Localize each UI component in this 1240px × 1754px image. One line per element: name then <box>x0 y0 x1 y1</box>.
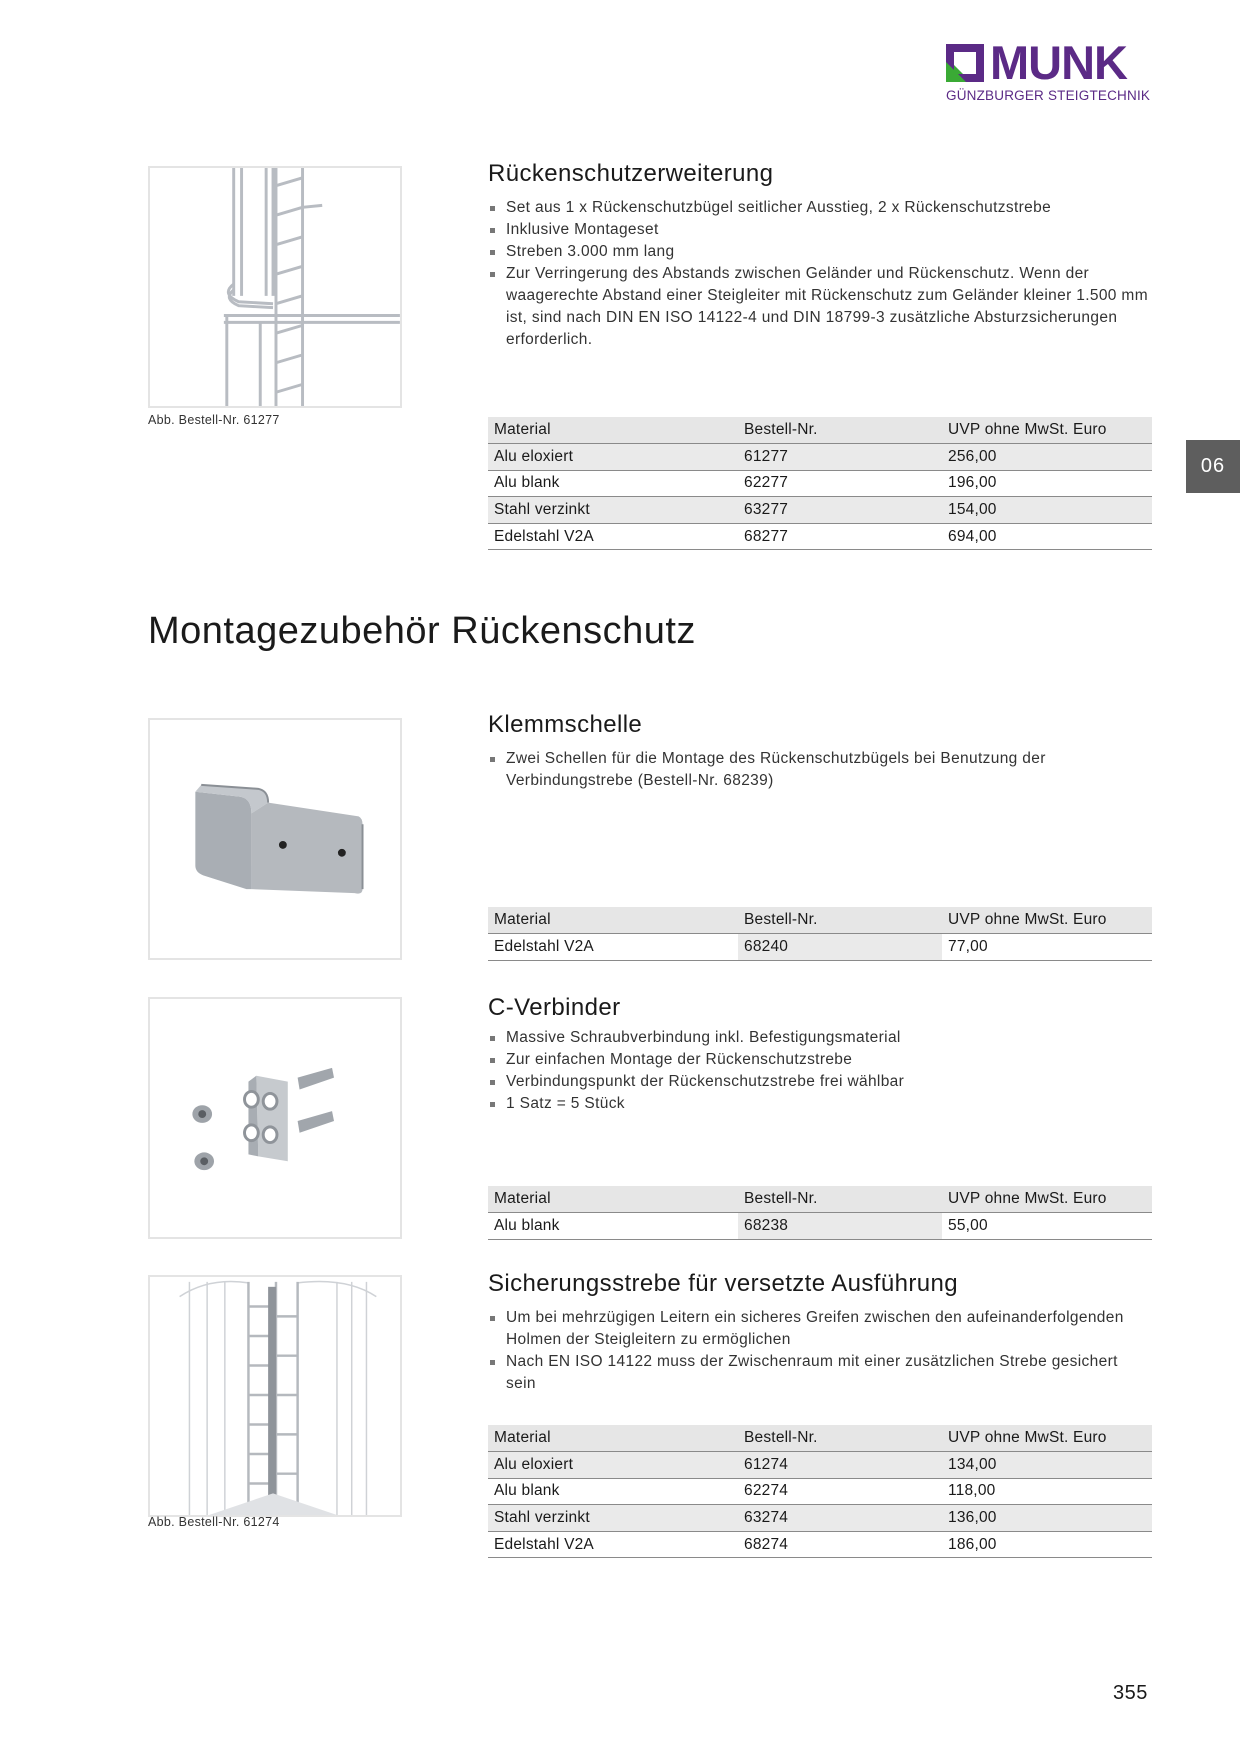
column-header-order-no: Bestell-Nr. <box>738 1425 942 1452</box>
price-table <box>488 1425 1152 1558</box>
cell-price: 134,00 <box>942 1452 1152 1479</box>
logo-wordmark: MUNK <box>990 36 1127 89</box>
logo-subtitle: GÜNZBURGER STEIGTECHNIK <box>946 88 1151 103</box>
table-row <box>488 1452 1152 1479</box>
table-row <box>488 497 1152 524</box>
product-bullets <box>488 197 1148 351</box>
cell-material: Alu eloxiert <box>488 1452 738 1479</box>
cell-material: Alu eloxiert <box>488 444 738 471</box>
product-image-sicherungsstrebe <box>148 1275 402 1517</box>
price-table <box>488 1186 1152 1240</box>
cell-price: 77,00 <box>942 934 1152 961</box>
offset-ladder-strut-illustration <box>150 1277 400 1515</box>
column-header-material: Material <box>488 907 738 934</box>
bullet-item: Massive Schraubverbindung inkl. Befestigungsmaterial <box>488 1027 1148 1049</box>
bullet-item: Streben 3.000 mm lang <box>488 241 1148 263</box>
cell-order-no: 63274 <box>738 1505 942 1532</box>
cell-price: 256,00 <box>942 444 1152 471</box>
table-header-row <box>488 1425 1152 1452</box>
table-row <box>488 1505 1152 1532</box>
table-row <box>488 1478 1152 1505</box>
table-row <box>488 470 1152 497</box>
cell-order-no: 61274 <box>738 1452 942 1479</box>
column-header-material: Material <box>488 417 738 444</box>
bullet-item: Nach EN ISO 14122 muss der Zwischenraum mit einer zusätzlichen Strebe gesichert sein <box>488 1351 1148 1395</box>
cell-price: 154,00 <box>942 497 1152 524</box>
cell-material: Alu blank <box>488 1213 738 1240</box>
c-connector-illustration <box>150 999 400 1237</box>
cell-material: Stahl verzinkt <box>488 497 738 524</box>
bullet-item: Zur einfachen Montage der Rückenschutzstrebe <box>488 1049 1148 1071</box>
cell-order-no: 68240 <box>738 934 942 961</box>
product-title: Rückenschutzerweiterung <box>488 160 774 187</box>
price-table <box>488 417 1152 550</box>
cell-material: Alu blank <box>488 470 738 497</box>
page-number: 355 <box>1113 1682 1148 1704</box>
bullet-item: Inklusive Montageset <box>488 219 1148 241</box>
bullet-item: 1 Satz = 5 Stück <box>488 1093 1148 1115</box>
cell-material: Edelstahl V2A <box>488 1531 738 1558</box>
table-row <box>488 444 1152 471</box>
image-caption: Abb. Bestell-Nr. 61277 <box>148 413 280 427</box>
cell-price: 196,00 <box>942 470 1152 497</box>
table-header-row <box>488 1186 1152 1213</box>
cell-order-no: 68274 <box>738 1531 942 1558</box>
cell-price: 186,00 <box>942 1531 1152 1558</box>
product-title: Klemmschelle <box>488 711 643 738</box>
product-bullets <box>488 1307 1148 1395</box>
column-header-price: UVP ohne MwSt. Euro <box>942 907 1152 934</box>
bullet-item: Um bei mehrzügigen Leitern ein sicheres Greifen zwischen den aufeinanderfolgenden Holmen der Steigleitern zu ermöglichen <box>488 1307 1148 1351</box>
price-table <box>488 907 1152 961</box>
table-row <box>488 934 1152 961</box>
image-caption: Abb. Bestell-Nr. 61274 <box>148 1515 280 1529</box>
column-header-material: Material <box>488 1425 738 1452</box>
bullet-item: Zwei Schellen für die Montage des Rückenschutzbügels bei Benutzung der Verbindungstrebe (Bestell-Nr. 68239) <box>488 748 1148 792</box>
column-header-price: UVP ohne MwSt. Euro <box>942 417 1152 444</box>
table-header-row <box>488 907 1152 934</box>
cell-order-no: 62277 <box>738 470 942 497</box>
product-image-klemmschelle <box>148 718 402 960</box>
column-header-price: UVP ohne MwSt. Euro <box>942 1425 1152 1452</box>
cell-material: Stahl verzinkt <box>488 1505 738 1532</box>
table-header-row <box>488 417 1152 444</box>
cell-order-no: 68277 <box>738 523 942 550</box>
product-title: C-Verbinder <box>488 994 621 1021</box>
column-header-order-no: Bestell-Nr. <box>738 417 942 444</box>
cell-price: 55,00 <box>942 1213 1152 1240</box>
column-header-order-no: Bestell-Nr. <box>738 1186 942 1213</box>
column-header-material: Material <box>488 1186 738 1213</box>
cell-order-no: 61277 <box>738 444 942 471</box>
cell-material: Edelstahl V2A <box>488 523 738 550</box>
cell-price: 136,00 <box>942 1505 1152 1532</box>
ladder-cage-extension-illustration <box>150 168 400 406</box>
product-bullets <box>488 1027 1148 1115</box>
cell-order-no: 62274 <box>738 1478 942 1505</box>
cell-material: Edelstahl V2A <box>488 934 738 961</box>
table-row <box>488 1531 1152 1558</box>
product-title: Sicherungsstrebe für versetzte Ausführung <box>488 1270 958 1297</box>
table-row <box>488 523 1152 550</box>
cell-price: 694,00 <box>942 523 1152 550</box>
product-image-c-verbinder <box>148 997 402 1239</box>
column-header-order-no: Bestell-Nr. <box>738 907 942 934</box>
table-row <box>488 1213 1152 1240</box>
chapter-tab[interactable]: 06 <box>1186 440 1240 493</box>
clamp-bracket-illustration <box>150 720 400 958</box>
bullet-item: Zur Verringerung des Abstands zwischen Geländer und Rückenschutz. Wenn der waagerechte Abstand einer Steigleiter mit Rückenschutz zum Geländer kleiner 1.500 mm ist, sind nach DIN EN ISO 14122-4 und DIN 18799-3 zusätzliche Absturzsicherungen erforderlich. <box>488 263 1148 351</box>
product-image-rueckenschutzerweiterung <box>148 166 402 408</box>
cell-material: Alu blank <box>488 1478 738 1505</box>
product-bullets <box>488 748 1148 792</box>
bullet-item: Verbindungspunkt der Rückenschutzstrebe frei wählbar <box>488 1071 1148 1093</box>
cell-order-no: 63277 <box>738 497 942 524</box>
cell-price: 118,00 <box>942 1478 1152 1505</box>
bullet-item: Set aus 1 x Rückenschutzbügel seitlicher Ausstieg, 2 x Rückenschutzstrebe <box>488 197 1148 219</box>
munk-logo <box>946 36 1153 106</box>
column-header-price: UVP ohne MwSt. Euro <box>942 1186 1152 1213</box>
munk-logo-mark-icon <box>946 44 984 82</box>
cell-order-no: 68238 <box>738 1213 942 1240</box>
section-title: Montagezubehör Rückenschutz <box>148 610 696 652</box>
